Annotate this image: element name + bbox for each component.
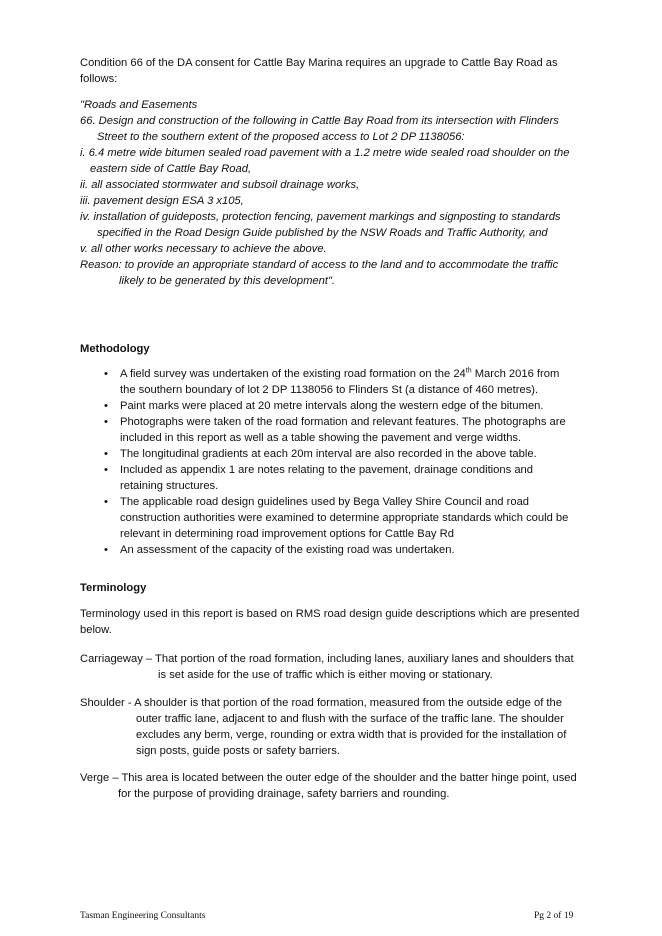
shoulder-definition-line-2: outer traffic lane, adjacent to and flush with the surface of the traffic lane. The shoulder [136, 713, 564, 725]
carriageway-definition-line-2: is set aside for the use of traffic which is either moving or stationary. [158, 669, 493, 681]
methodology-bullet-7: An assessment of the capacity of the existing road was undertaken. [120, 544, 455, 556]
methodology-bullet-5-line-1: Included as appendix 1 are notes relating to the pavement, drainage conditions and [120, 464, 533, 476]
bullet-icon: • [104, 448, 108, 460]
shoulder-definition-line-1: Shoulder - A shoulder is that portion of the road formation, measured from the outside edge of the [80, 697, 562, 709]
condition-iv-line-2: specified in the Road Design Guide published by the NSW Roads and Traffic Authority, and [97, 227, 548, 239]
methodology-bullet-1-line-1: A field survey was undertaken of the existing road formation on the 24th March 2016 from [120, 367, 560, 380]
condition-66-line-2: Street to the southern extent of the proposed access to Lot 2 DP 1138056: [97, 131, 465, 143]
methodology-bullet-2: Paint marks were placed at 20 metre intervals along the western edge of the bitumen. [120, 400, 544, 412]
verge-definition-line-1: Verge – This area is located between the outer edge of the shoulder and the batter hinge point, used [80, 772, 577, 784]
condition-iii: iii. pavement design ESA 3 x105, [80, 195, 244, 207]
intro-line-2: follows: [80, 73, 118, 85]
condition-reason-line-2: likely to be generated by this development". [119, 275, 336, 287]
methodology-bullet-6-line-2: construction authorities were examined to determine appropriate standards which could be [120, 512, 569, 524]
bullet-icon: • [104, 496, 108, 508]
methodology-bullet-6-line-3: relevant in determining road improvement options for Cattle Bay Rd [120, 528, 454, 540]
terminology-heading: Terminology [80, 582, 147, 594]
condition-ii: ii. all associated stormwater and subsoil drainage works, [80, 179, 360, 191]
verge-definition-line-2: for the purpose of providing drainage, safety barriers and rounding. [118, 788, 450, 800]
shoulder-definition-line-4: sign posts, guide posts or safety barriers. [136, 745, 340, 757]
bullet-icon: • [104, 368, 108, 380]
condition-reason-line-1: Reason: to provide an appropriate standard of access to the land and to accommodate the traffic [80, 259, 559, 271]
condition-i-line-2: eastern side of Cattle Bay Road, [90, 163, 252, 175]
methodology-bullet-6-line-1: The applicable road design guidelines used by Bega Valley Shire Council and road [120, 496, 530, 508]
condition-heading: "Roads and Easements [80, 99, 198, 111]
footer-company: Tasman Engineering Consultants [80, 911, 206, 921]
condition-v: v. all other works necessary to achieve the above. [80, 243, 327, 255]
terminology-intro-line-1: Terminology used in this report is based on RMS road design guide descriptions which are presented [80, 608, 580, 620]
bullet-icon: • [104, 416, 108, 428]
methodology-heading: Methodology [80, 343, 150, 355]
methodology-bullet-4: The longitudinal gradients at each 20m interval are also recorded in the above table. [120, 448, 537, 460]
methodology-bullet-1-line-2: the southern boundary of lot 2 DP 1138056 to Flinders St (a distance of 460 metres). [120, 384, 539, 396]
bullet-icon: • [104, 464, 108, 476]
condition-iv-line-1: iv. installation of guideposts, protection fencing, pavement markings and signposting to standards [80, 211, 561, 223]
footer-page-number: Pg 2 of 19 [534, 911, 574, 921]
shoulder-definition-line-3: excludes any berm, verge, rounding or extra width that is provided for the installation of [136, 729, 567, 741]
condition-i-line-1: i. 6.4 metre wide bitumen sealed road pavement with a 1.2 metre wide sealed road shoulder on the [80, 147, 570, 159]
condition-66-line-1: 66. Design and construction of the following in Cattle Bay Road from its intersection with Flinders [80, 115, 559, 127]
carriageway-definition-line-1: Carriageway – That portion of the road formation, including lanes, auxiliary lanes and shoulders that [80, 653, 574, 665]
methodology-bullet-3-line-1: Photographs were taken of the road formation and relevant features. The photographs are [120, 416, 566, 428]
methodology-bullet-3-line-2: included in this report as well as a table showing the pavement and verge widths. [120, 432, 522, 444]
terminology-intro-line-2: below. [80, 624, 112, 636]
bullet-icon: • [104, 400, 108, 412]
bullet-icon: • [104, 544, 108, 556]
methodology-bullet-5-line-2: retaining structures. [120, 480, 219, 492]
intro-line-1: Condition 66 of the DA consent for Cattle Bay Marina requires an upgrade to Cattle Bay Road as [80, 57, 558, 69]
